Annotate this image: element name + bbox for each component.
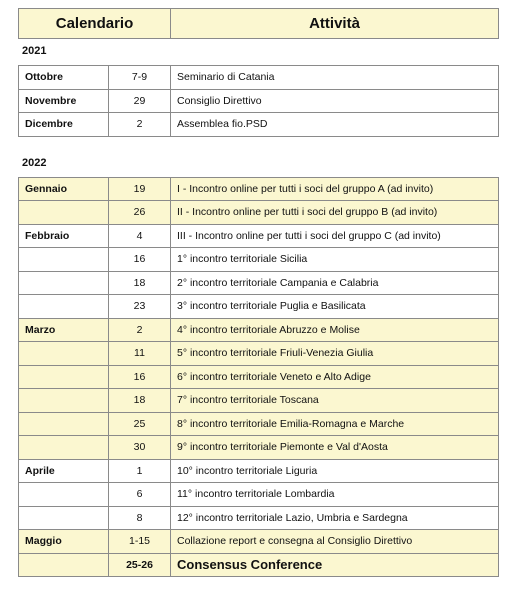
month-cell [19,201,109,225]
activity-cell: Assemblea fio.PSD [171,113,499,137]
day-cell: 19 [109,177,171,201]
day-cell: 16 [109,248,171,272]
day-cell: 8 [109,506,171,530]
day-cell: 1 [109,459,171,483]
activity-cell: 8° incontro territoriale Emilia-Romagna e Marche [171,412,499,436]
activity-cell: 4° incontro territoriale Abruzzo e Molise [171,318,499,342]
activity-cell: 7° incontro territoriale Toscana [171,389,499,413]
activity-cell: 9° incontro territoriale Piemonte e Val d'Aosta [171,436,499,460]
year-heading-2022: 2022 [22,156,47,169]
month-cell [19,271,109,295]
activity-cell: III - Incontro online per tutti i soci del gruppo C (ad invito) [171,224,499,248]
table-row [19,459,499,483]
table-row [19,530,499,554]
day-cell: 29 [109,89,171,113]
table-row [19,271,499,295]
month-cell: Ottobre [19,66,109,90]
table-row [19,483,499,507]
table-row [19,295,499,319]
month-cell: Novembre [19,89,109,113]
month-cell [19,295,109,319]
table-row [19,506,499,530]
activity-cell: Seminario di Catania [171,66,499,90]
table-row [19,113,499,137]
day-cell: 25-26 [109,553,171,577]
day-cell: 30 [109,436,171,460]
activity-cell: 1° incontro territoriale Sicilia [171,248,499,272]
table-row [19,412,499,436]
activity-cell: 10° incontro territoriale Liguria [171,459,499,483]
schedule-table-2021 [18,65,499,137]
activity-cell: 11° incontro territoriale Lombardia [171,483,499,507]
activity-cell: 3° incontro territoriale Puglia e Basilicata [171,295,499,319]
table-row [19,201,499,225]
table-row [19,318,499,342]
table-row [19,177,499,201]
header-table [18,8,499,39]
schedule-table-2022 [18,177,499,578]
activity-cell: 5° incontro territoriale Friuli-Venezia Giulia [171,342,499,366]
activity-cell: 12° incontro territoriale Lazio, Umbria e Sardegna [171,506,499,530]
activity-cell: Collazione report e consegna al Consiglio Direttivo [171,530,499,554]
month-cell: Marzo [19,318,109,342]
month-cell [19,483,109,507]
month-cell: Dicembre [19,113,109,137]
month-cell [19,506,109,530]
month-cell [19,342,109,366]
calendar-document [18,8,498,577]
activity-cell: Consiglio Direttivo [171,89,499,113]
month-cell [19,412,109,436]
day-cell: 25 [109,412,171,436]
activity-cell: Consensus Conference [171,553,499,577]
year-heading-2021: 2021 [22,45,47,57]
table-row [19,248,499,272]
month-cell [19,389,109,413]
activity-cell: II - Incontro online per tutti i soci del gruppo B (ad invito) [171,201,499,225]
month-cell: Aprile [19,459,109,483]
day-cell: 16 [109,365,171,389]
table-row [19,436,499,460]
day-cell: 11 [109,342,171,366]
month-cell [19,553,109,577]
day-cell: 6 [109,483,171,507]
day-cell: 26 [109,201,171,225]
table-row [19,89,499,113]
header-row [19,9,499,39]
header-attivita: Attività [171,9,499,39]
table-row [19,553,499,577]
header-calendario: Calendario [19,9,171,39]
table-row [19,389,499,413]
activity-cell: I - Incontro online per tutti i soci del gruppo A (ad invito) [171,177,499,201]
table-row [19,66,499,90]
month-cell: Febbraio [19,224,109,248]
day-cell: 4 [109,224,171,248]
day-cell: 2 [109,113,171,137]
table-row [19,365,499,389]
sections-container [18,39,498,577]
month-cell: Maggio [19,530,109,554]
table-row [19,342,499,366]
month-cell [19,365,109,389]
activity-cell: 6° incontro territoriale Veneto e Alto Adige [171,365,499,389]
day-cell: 23 [109,295,171,319]
month-cell: Gennaio [19,177,109,201]
day-cell: 18 [109,389,171,413]
day-cell: 7-9 [109,66,171,90]
month-cell [19,248,109,272]
day-cell: 18 [109,271,171,295]
day-cell: 2 [109,318,171,342]
day-cell: 1-15 [109,530,171,554]
month-cell [19,436,109,460]
table-row [19,224,499,248]
activity-cell: 2° incontro territoriale Campania e Calabria [171,271,499,295]
